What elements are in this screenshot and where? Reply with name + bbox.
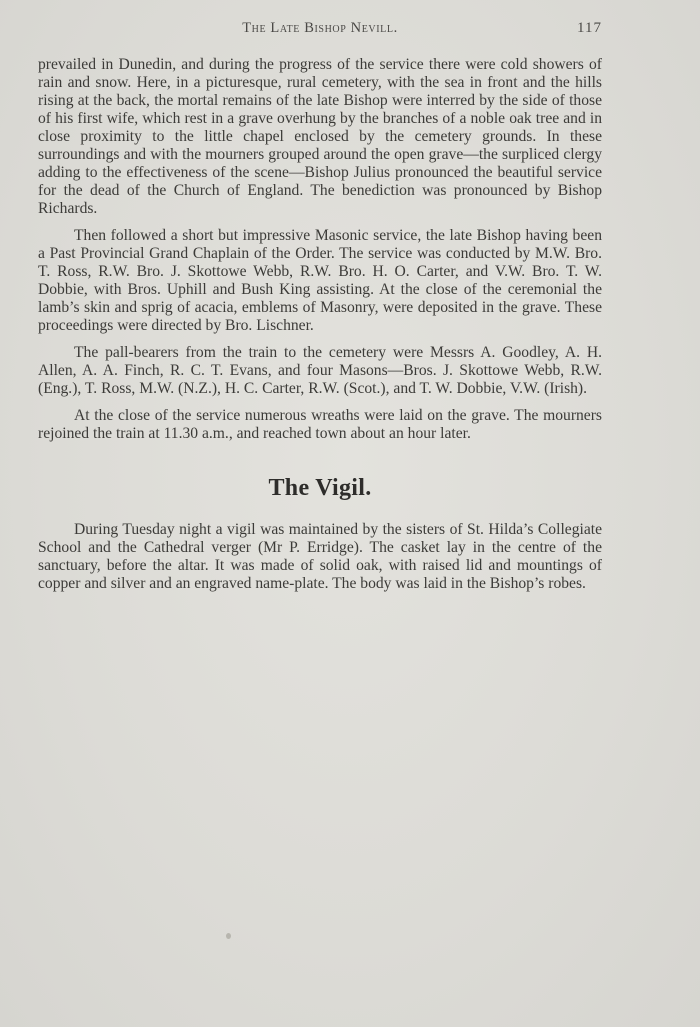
paragraph-masonic-service: Then followed a short but impressive Masonic service, the late Bishop having been a Past Provincial Grand Chaplain of the Order. The service was conducted by M.W. Bro. T. Ross, R.W. Bro. J. Skottowe Webb, R.W. Bro. H. O. Carter, and V.W. Bro. T. W. Dobbie, with Bros. Uphill and Bush King assisting. At the close of the ceremonial the lamb’s skin and sprig of acacia, emblems of Masonry, were deposited in the grave. These proceedings were directed by Bro. Lischner. bbox=[38, 227, 602, 334]
body-text bbox=[38, 56, 602, 602]
paragraph-wreaths: At the close of the service numerous wreaths were laid on the grave. The mourners rejoined the train at 11.30 a.m., and reached town about an hour later. bbox=[38, 407, 602, 442]
section-heading: The Vigil. bbox=[268, 475, 372, 501]
running-header bbox=[38, 20, 602, 42]
paper-speck bbox=[226, 933, 231, 939]
running-title: The Late Bishop Nevill. bbox=[242, 20, 398, 36]
paragraph-burial: prevailed in Dunedin, and during the progress of the service there were cold showers of rain and snow. Here, in a picturesque, rural cemetery, with the sea in front and the hills rising at the back, the mortal remains of the late Bishop were interred by the side of those of his first wife, which rest in a grave overhung by the branches of a noble oak tree and in close proximity to the little chapel enclosed by the cemetery grounds. In these surroundings and with the mourners grouped around the open grave—the surpliced clergy adding to the effectiveness of the scene—Bishop Julius pronounced the beautiful service for the dead of the Church of England. The benediction was pronounced by Bishop Richards. bbox=[38, 56, 602, 217]
paragraph-vigil: During Tuesday night a vigil was maintained by the sisters of St. Hilda’s Collegiate School and the Cathedral verger (Mr P. Erridge). The casket lay in the centre of the sanctuary, before the altar. It was made of solid oak, with raised lid and mountings of copper and silver and an engraved name-plate. The body was laid in the Bishop’s robes. bbox=[38, 521, 602, 592]
page-number: 117 bbox=[577, 20, 602, 36]
paragraph-pall-bearers: The pall-bearers from the train to the cemetery were Messrs A. Goodley, A. H. Allen, A. A. Finch, R. C. T. Evans, and four Masons—Bros. J. Skottowe Webb, R.W. (Eng.), T. Ross, M.W. (N.Z.), H. C. Carter, R.W. (Scot.), and T. W. Dobbie, V.W. (Irish). bbox=[38, 344, 602, 397]
